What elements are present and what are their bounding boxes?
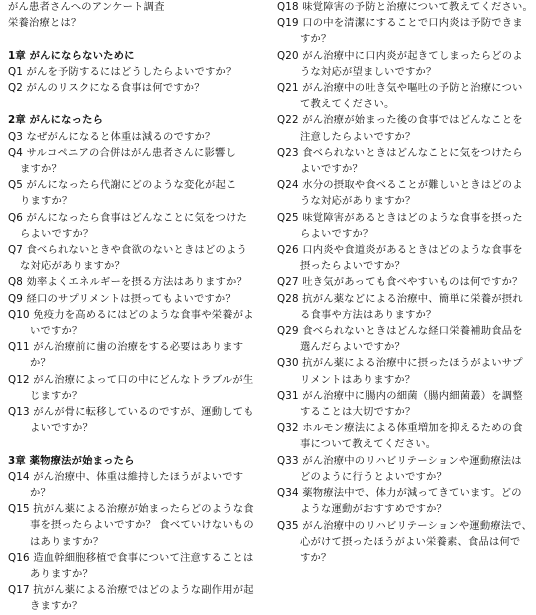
question-item bbox=[8, 307, 270, 339]
question-number: Q22 bbox=[277, 114, 299, 127]
question-text: 経口のサプリメントは摂ってもよいですか？ bbox=[26, 292, 236, 305]
chapter-2-heading bbox=[8, 112, 270, 128]
question-item bbox=[277, 420, 533, 452]
question-number: Q30 bbox=[277, 357, 299, 370]
question-number: Q17 bbox=[8, 584, 30, 597]
question-number: Q15 bbox=[8, 503, 30, 516]
question-text: がん治療中、体重は維持したほうがよいです bbox=[33, 470, 244, 483]
question-item bbox=[277, 274, 533, 290]
question-item bbox=[8, 339, 270, 371]
question-text-continued: よいですか？ bbox=[300, 163, 363, 176]
question-text: 食べられないときや食欲のないときはどのよう bbox=[26, 244, 247, 257]
question-text: がん治療が始まった後の食事ではどんなことを bbox=[302, 114, 523, 127]
question-item bbox=[277, 453, 533, 485]
question-text: 吐き気があっても食べやすいものは何ですか？ bbox=[302, 276, 523, 289]
question-item bbox=[8, 372, 270, 404]
question-text: がん治療中のリハビリテーションや運動療法で、 bbox=[302, 519, 533, 532]
question-number: Q3 bbox=[8, 130, 24, 143]
question-text-continued: すか？ bbox=[300, 551, 332, 564]
question-text: 抗がん薬による治療中に摂ったほうがよいサプ bbox=[302, 357, 523, 370]
question-text: 味覚障害の予防と治療について教えてください。 bbox=[302, 1, 534, 13]
question-text: 食べられないときはどんなことに気をつけたら bbox=[302, 146, 523, 159]
question-text: ホルモン療法による体重増加を抑えるための食 bbox=[302, 422, 523, 435]
question-text: がん治療中に口内炎が起きてしまったらどのよ bbox=[302, 49, 523, 62]
question-item bbox=[277, 388, 533, 420]
question-item bbox=[277, 80, 533, 112]
question-text: 味覚障害があるときはどのような食事を摂った bbox=[302, 211, 523, 224]
question-item bbox=[277, 145, 533, 177]
question-number: Q18 bbox=[277, 1, 299, 13]
question-item bbox=[8, 64, 270, 80]
question-item bbox=[8, 242, 270, 274]
question-number: Q12 bbox=[8, 373, 30, 386]
question-text: 抗がん薬による治療が始まったらどのような食 bbox=[33, 503, 254, 516]
spacer bbox=[8, 436, 270, 452]
question-text: 食べられないときはどんな経口栄養補助食品を bbox=[302, 325, 523, 338]
question-text-continued: な対応がありますか？ bbox=[20, 260, 125, 273]
question-text: 口内炎や食道炎があるときはどのような食事を bbox=[302, 244, 523, 257]
question-text-continued: 注意したらよいですか？ bbox=[300, 130, 416, 143]
question-text-continued: リメントはありますか？ bbox=[300, 373, 416, 386]
question-text-continued: らよいですか？ bbox=[300, 227, 374, 240]
question-number: Q16 bbox=[8, 551, 30, 564]
question-number: Q20 bbox=[277, 49, 299, 62]
question-item bbox=[8, 145, 270, 177]
spacer bbox=[8, 31, 270, 47]
question-item bbox=[8, 469, 270, 501]
question-item bbox=[8, 501, 270, 550]
question-number: Q28 bbox=[277, 292, 299, 305]
chapter-number: 2章 bbox=[8, 114, 26, 127]
question-number: Q27 bbox=[277, 276, 299, 289]
question-text: がん治療前に歯の治療をする必要はあります bbox=[33, 341, 244, 354]
question-text: サルコペニアの合併はがん患者さんに影響し bbox=[26, 146, 236, 159]
question-item bbox=[8, 550, 270, 582]
question-number: Q24 bbox=[277, 179, 299, 192]
question-text-continued: ような運動がおすすめですか？ bbox=[300, 503, 448, 516]
question-text-continued: いですか？ bbox=[30, 325, 83, 338]
question-text-continued: ますか？ bbox=[20, 163, 62, 175]
question-text-continued: ありますか？ bbox=[30, 568, 93, 581]
question-text: がん治療中の吐き気や嘔吐の予防と治療につい bbox=[302, 82, 523, 95]
question-text-continued: よいですか？ bbox=[30, 422, 93, 435]
question-number: Q10 bbox=[8, 308, 30, 321]
question-text-continued: することは大切ですか？ bbox=[300, 406, 416, 419]
question-number: Q8 bbox=[8, 276, 24, 289]
question-text-continued: らよいですか？ bbox=[20, 227, 94, 240]
question-number: Q1 bbox=[8, 65, 24, 78]
question-item bbox=[277, 177, 533, 209]
question-item bbox=[8, 80, 270, 96]
question-number: Q2 bbox=[8, 82, 24, 94]
question-item bbox=[8, 291, 270, 307]
question-item bbox=[8, 404, 270, 436]
question-number: Q35 bbox=[277, 519, 299, 532]
question-text-continued: うな対応がありますか？ bbox=[300, 195, 416, 208]
question-text-continued: 事について教えてください。 bbox=[300, 438, 437, 451]
question-item bbox=[277, 0, 533, 15]
question-text: 水分の摂取や食べることが難しいときはどのよ bbox=[302, 179, 523, 192]
question-text-continued: か？ bbox=[30, 487, 51, 500]
question-text-continued: はありますか？ bbox=[30, 535, 104, 548]
question-number: Q19 bbox=[277, 17, 299, 30]
question-text: なぜがんになると体重は減るのですか？ bbox=[26, 130, 216, 143]
spacer bbox=[8, 96, 270, 112]
question-text-continued: 摂ったらよいですか？ bbox=[300, 260, 405, 273]
chapter-3-heading bbox=[8, 453, 270, 469]
question-text-continued: る食事や方法はありますか？ bbox=[300, 308, 437, 321]
question-item bbox=[277, 355, 533, 387]
question-text: がんが骨に転移しているのですが、運動しても bbox=[33, 406, 254, 419]
question-number: Q11 bbox=[8, 341, 30, 354]
question-text: がんになったら食事はどんなことに気をつけた bbox=[26, 211, 247, 224]
question-text: 効率よくエネルギーを摂る方法はありますか？ bbox=[26, 276, 247, 289]
question-text-continued: きますか？ bbox=[30, 600, 83, 613]
question-number: Q32 bbox=[277, 422, 299, 435]
question-text: がんのリスクになる食事は何ですか？ bbox=[26, 82, 205, 94]
question-number: Q9 bbox=[8, 292, 24, 305]
question-item bbox=[277, 242, 533, 274]
question-text: がん治療によって口の中にどんなトラブルが生 bbox=[33, 373, 254, 386]
question-text: 口の中を清潔にすることで口内炎は予防できま bbox=[302, 17, 523, 30]
chapter-1-heading bbox=[8, 48, 270, 64]
question-text: がん治療中に腸内の細菌（腸内細菌叢）を調整 bbox=[302, 389, 523, 402]
question-item bbox=[8, 210, 270, 242]
question-item bbox=[277, 518, 533, 567]
question-text: 抗がん薬などによる治療中、簡単に栄養が摂れ bbox=[302, 292, 523, 305]
question-number: Q7 bbox=[8, 244, 24, 257]
question-item bbox=[277, 291, 533, 323]
question-text-continued: じますか？ bbox=[30, 389, 83, 402]
question-item bbox=[277, 48, 533, 80]
question-item bbox=[277, 485, 533, 517]
question-item bbox=[277, 112, 533, 144]
question-number: Q6 bbox=[8, 211, 24, 224]
question-number: Q26 bbox=[277, 244, 299, 257]
question-text: 薬物療法中で、体力が減ってきています。どの bbox=[302, 487, 522, 500]
question-text-continued: すか？ bbox=[300, 33, 332, 46]
question-number: Q34 bbox=[277, 487, 299, 500]
question-text-continued: うな対応が望ましいですか？ bbox=[300, 65, 437, 78]
question-item bbox=[277, 15, 533, 47]
question-number: Q23 bbox=[277, 146, 299, 159]
page-title: がん患者さんへのアンケート調査 bbox=[8, 1, 165, 13]
question-text-continued: 事を摂ったらよいですか？ 食べていけないもの bbox=[30, 519, 254, 532]
question-item bbox=[8, 177, 270, 209]
chapter-title: 薬物療法が始まったら bbox=[29, 454, 135, 467]
chapter-number: 3章 bbox=[8, 454, 26, 467]
question-number: Q5 bbox=[8, 179, 24, 192]
question-number: Q14 bbox=[8, 470, 30, 483]
page-subtitle: 栄養治療とは？ bbox=[8, 17, 82, 30]
question-number: Q31 bbox=[277, 389, 299, 402]
chapter-title: がんにならないために bbox=[29, 49, 135, 62]
question-number: Q13 bbox=[8, 406, 30, 419]
question-text-continued: どのように行うとよいですか？ bbox=[300, 470, 447, 483]
chapter-number: 1章 bbox=[8, 49, 26, 62]
question-number: Q29 bbox=[277, 325, 299, 338]
question-number: Q4 bbox=[8, 146, 24, 159]
left-column bbox=[8, 0, 270, 615]
question-item bbox=[277, 323, 533, 355]
question-text: 造血幹細胞移植で食事について注意することは bbox=[33, 551, 254, 564]
question-item bbox=[8, 582, 270, 614]
question-text-continued: か？ bbox=[30, 357, 51, 370]
question-text: がん治療中のリハビリテーションや運動療法は bbox=[302, 454, 522, 467]
chapter-title: がんになったら bbox=[29, 114, 104, 127]
question-text: がんになったら代謝にどのような変化が起こ bbox=[26, 179, 237, 192]
question-text: 免疫力を高めるにはどのような食事や栄養がよ bbox=[33, 308, 254, 321]
question-item bbox=[277, 210, 533, 242]
question-text: 抗がん薬による治療ではどのような副作用が起 bbox=[33, 584, 254, 597]
right-column bbox=[277, 0, 533, 566]
question-text-continued: 心がけて摂ったほうがよい栄養素、食品は何で bbox=[300, 535, 521, 548]
question-number: Q25 bbox=[277, 211, 299, 224]
question-number: Q21 bbox=[277, 82, 299, 95]
question-item bbox=[8, 274, 270, 290]
question-item bbox=[8, 129, 270, 145]
question-text-continued: て教えてください。 bbox=[300, 98, 395, 111]
question-text-continued: 選んだらよいですか？ bbox=[300, 341, 405, 354]
question-text-continued: りますか？ bbox=[20, 195, 73, 208]
question-number: Q33 bbox=[277, 454, 299, 467]
question-text: がんを予防するにはどうしたらよいですか？ bbox=[26, 65, 237, 78]
